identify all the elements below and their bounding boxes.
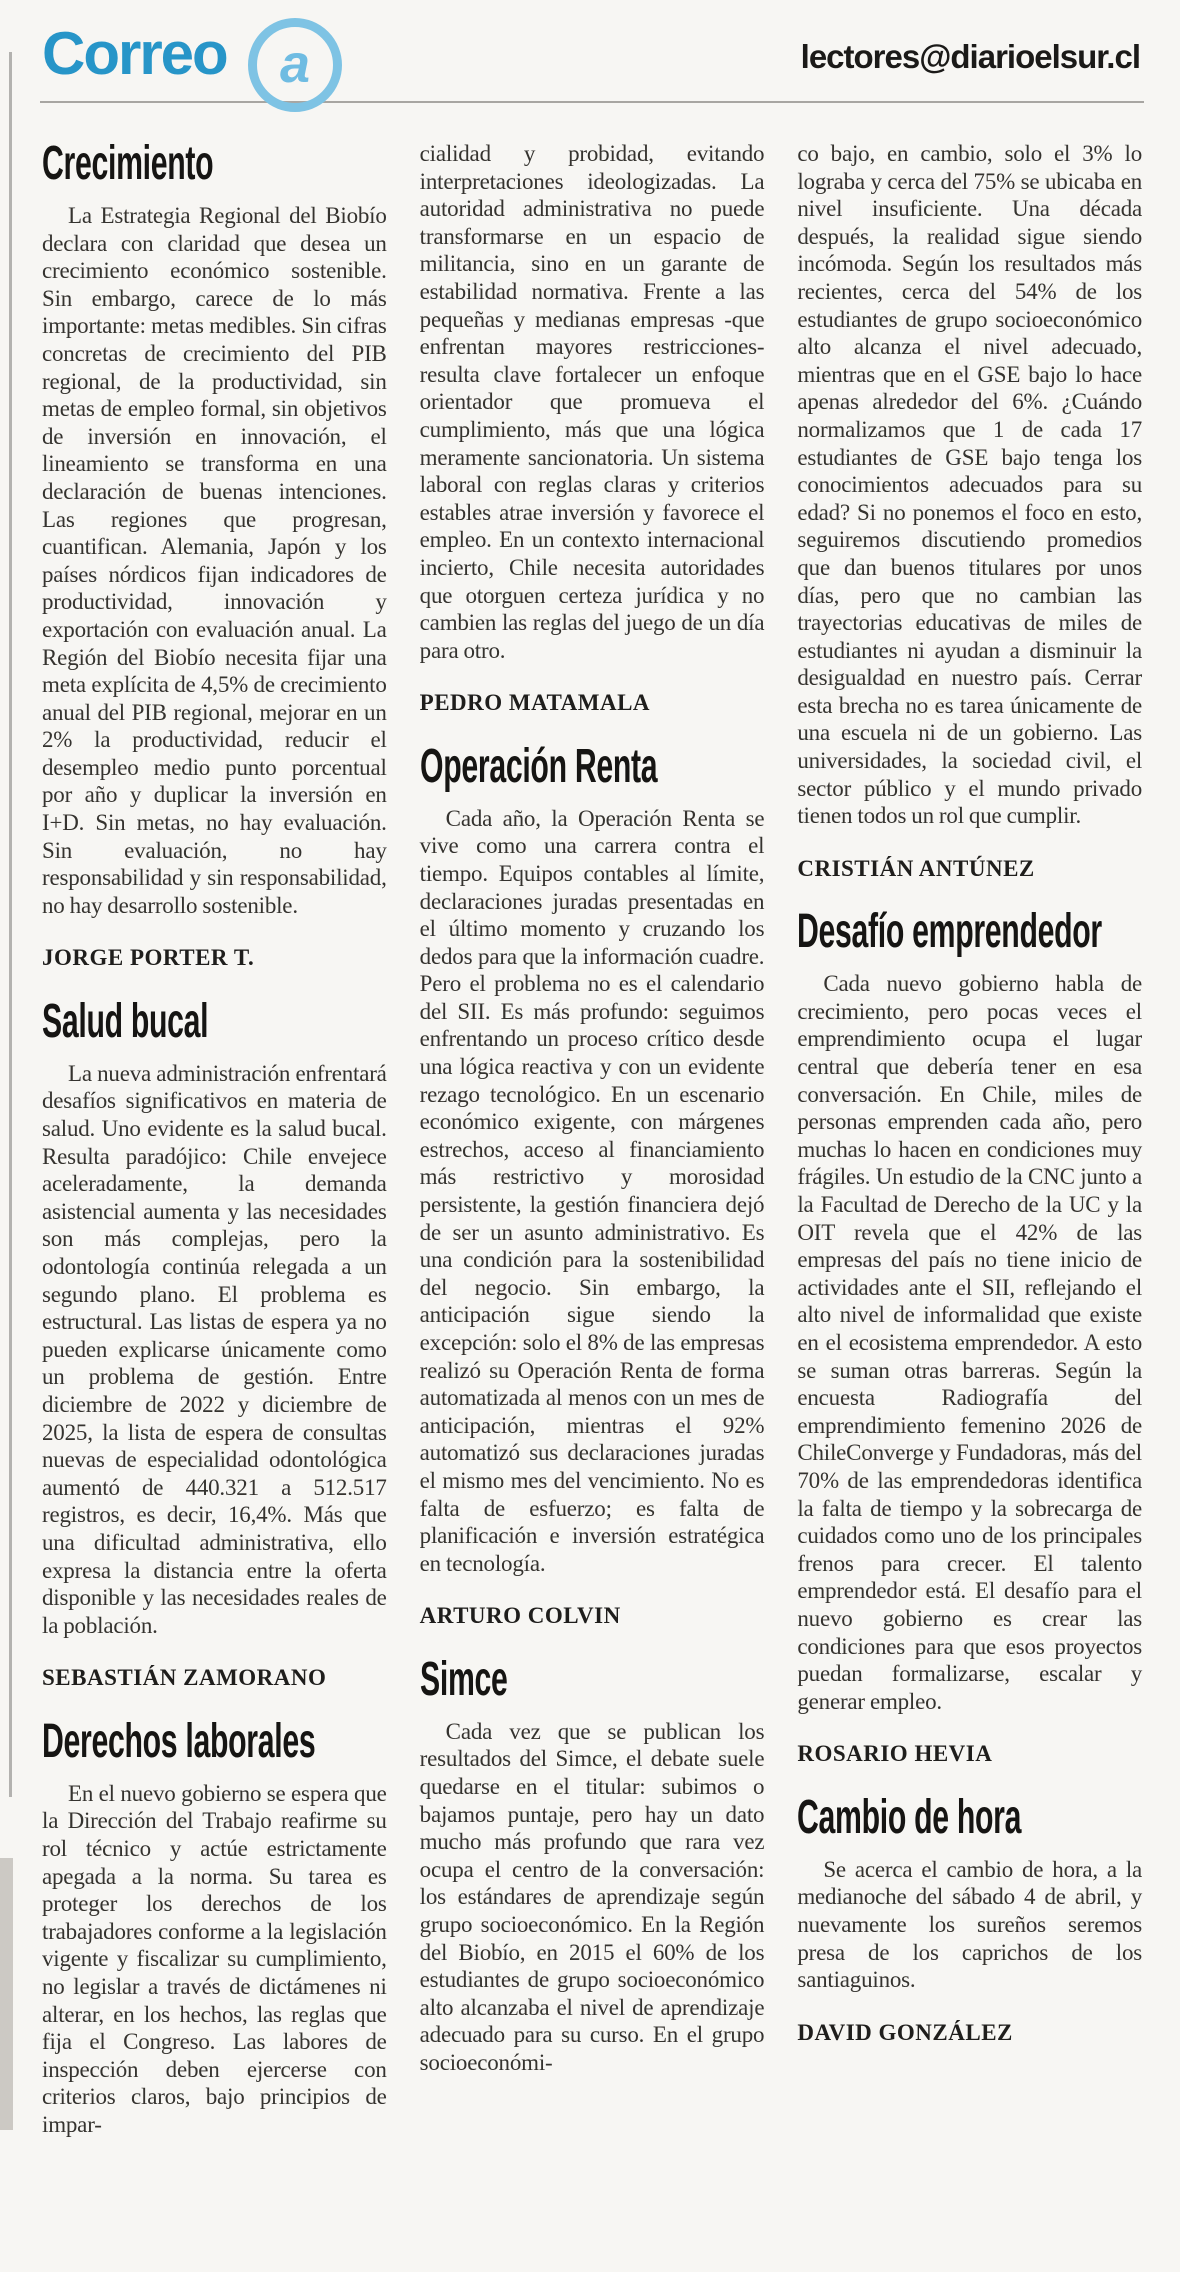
article-paragraph: Cada nuevo gobierno habla de crecimiento, pero pocas veces el emprendimiento ocupa el lugar central que debería tener en esa conversación. En Chile, miles de personas emprenden cada año, pero muchas lo hacen en condiciones muy frágiles. Un estudio de la CNC junto a la Facultad de Derecho de la UC y la OIT revela que el 42% de las empresas del país no tiene inicio de actividades ante el SII, reflejando el alto nivel de informalidad que existe en el ecosistema emprendedor. A esto se suman otras barreras. Según la encuesta Radiografía del emprendimiento femenino 2026 de ChileConverge y Fundadoras, más del 70% de las emprendedoras identifica la falta de tiempo y la sobrecarga de cuidados como uno de los principales frenos para crecer. El talento emprendedor está. El desafío para el nuevo gobierno es crear las condiciones para que esos proyectos puedan formalizarse, escalar y generar empleo. — [797, 971, 1143, 1714]
article-title — [797, 905, 1142, 960]
article-paragraph: La nueva administración enfrentará desafíos significativos en materia de salud. Uno evidente es la salud bucal. Resulta paradójico: Chile envejece aceleradamente, la demanda asistencial aumenta y las necesidades son más complejas, pero la odontología continúa relegada a un segundo plano. El problema es estructural. Las listas de espera ya no pueden explicarse únicamente como un problema de gestión. Entre diciembre de 2022 y diciembre de 2025, la lista de espera de consultas nuevas de especialidad odontológica aumentó de 440.321 a 512.517 registros, es decir, 16,4%. Más que una dificultad administrativa, ello expresa la distancia entre la oferta disponible y las necesidades reales de la población. — [42, 1060, 387, 1638]
article-paragraph-continued: cialidad y probidad, evitando interpretaciones ideologizadas. La autoridad administrativa no puede transformarse en un espacio de militancia, sino en un garante de estabilidad normativa. Frente a las pequeñas y medianas empresas -que enfrentan mayores restricciones- resulta clave fortalecer un enfoque orientador que promueva el cumplimiento, más que una lógica meramente sancionatoria. Un sistema laboral con reglas claras y criterios estables atrae inversión y favorece el empleo. En un contexto internacional incierto, Chile necesita autoridades que otorguen certeza jurídica y no cambien las reglas del juego de un día para otro. — [419, 141, 765, 663]
text-column — [797, 140, 1142, 2072]
article-title-text: Salud bucal — [42, 994, 209, 1048]
article-title-text: Desafío emprendedor — [797, 905, 1103, 959]
article-title — [42, 1714, 387, 1770]
section-brand: Correo — [42, 20, 227, 87]
page-edge-line — [9, 52, 12, 1797]
article-title — [42, 994, 387, 1050]
article-title-text: Simce — [419, 1652, 508, 1706]
article-title — [419, 739, 765, 795]
author-byline: CRISTIÁN ANTÚNEZ — [797, 855, 1035, 881]
article-paragraph: Cada vez que se publican los resultados del Simce, el debate suele quedarse en el titular: subimos o bajamos puntaje, pero hay un dato mucho más profundo que rara vez ocupa el centro de la conversación: los estándares de aprendizaje según grupo socioeconómico. En la Región del Biobío, en 2015 el 60% de los estudiantes de grupo socioeconómico alto alcanzaba el nivel de aprendizaje adecuado para su curso. En el grupo socioeconómi- — [419, 1718, 765, 2075]
author-byline: PEDRO MATAMALA — [419, 690, 651, 716]
article-title — [419, 1652, 765, 1708]
letters-columns — [0, 128, 1180, 2141]
author-byline: DAVID GONZÁLEZ — [797, 2019, 1013, 2045]
author-byline: ROSARIO HEVIA — [797, 1741, 993, 1767]
at-logo-icon — [248, 18, 342, 112]
article-title — [42, 137, 387, 192]
text-column — [420, 140, 765, 2079]
article-paragraph: En el nuevo gobierno se espera que la Dirección del Trabajo reafirme su rol técnico y actúe estrictamente apegada a la norma. Su tarea es proteger los derechos de los trabajadores conforme a la legislación vigente y fiscalizar su cumplimiento, no legislar a través de dictámenes ni alterar, en los hechos, las reglas que fija el Congreso. Las labores de inspección deben ejercerse con criterios claros, bajo principios de impar- — [42, 1780, 387, 2137]
section-header — [0, 0, 1180, 128]
article-paragraph: Se acerca el cambio de hora, a la medianoche del sábado 4 de abril, y nuevamente los sureños seremos presa de los caprichos de los santiaguinos. — [797, 1856, 1143, 1993]
article-paragraph: Cada año, la Operación Renta se vive como una carrera contra el tiempo. Equipos contables al límite, declaraciones juradas presentadas en el último momento y cruzando los dedos para que la información cuadre. Pero el problema no es el calendario del SII. Es más profundo: seguimos enfrentando un proceso crítico desde una lógica reactiva y con un evidente rezago tecnológico. En un escenario económico exigente, con márgenes estrechos, acceso al financiamiento más restrictivo y morosidad persistente, la gestión financiera dejó de ser un asunto administrativo. Es una condición para la sostenibilidad del negocio. Sin embargo, la anticipación sigue siendo la excepción: solo el 8% de las empresas realizó su Operación Renta de forma automatizada al menos con un mes de anticipación, mientras el 92% automatizó sus declaraciones juradas el mismo mes del vencimiento. No es falta de esfuerzo; es falta de planificación e inversión estratégica en tecnología. — [419, 805, 765, 1576]
article-paragraph: La Estrategia Regional del Biobío declara con claridad que desea un crecimiento económico sostenible. Sin embargo, carece de lo más importante: metas medibles. Sin cifras concretas de crecimiento del PIB regional, de la productividad, sin metas de empleo formal, sin objetivos de inversión en innovación, el lineamiento se transforma en una declaración de buenas intenciones. Las regiones que progresan, cuantifican. Alemania, Japón y los países nórdicos fijan indicadores de productividad, innovación y exportación con evaluación anual. La Región del Biobío necesita fijar una meta explícita de 4,5% de crecimiento anual del PIB regional, mejorar en un 2% la productividad, reducir el desempleo medio punto porcentual por año y duplicar la inversión en I+D. Sin metas, no hay evaluación. Sin evaluación, no hay responsabilidad y sin responsabilidad, no hay desarrollo sostenible. — [42, 203, 387, 918]
article-title — [797, 1790, 1142, 1846]
reader-email: lectores@diarioelsur.cl — [800, 38, 1140, 75]
text-column — [42, 137, 387, 2141]
author-byline: JORGE PORTER T. — [42, 945, 255, 971]
article-paragraph-continued: co bajo, en cambio, solo el 3% lo lograba y cerca del 75% se ubicaba en nivel insuficiente. Una década después, la realidad sigue siendo incómoda. Según los resultados más recientes, cerca del 54% de los estudiantes de grupo socioeconómico alto alcanza el nivel adecuado, mientras que en el GSE bajo lo hace apenas alrededor del 6%. ¿Cuándo normalizamos que 1 de cada 17 estudiantes de GSE bajo tenga los conocimientos adecuados para su edad? Si no ponemos el foco en esto, seguiremos discutiendo promedios que dan buenos titulares por unos días, pero que no cambian las trayectorias educativas de miles de estudiantes ni ayudan a disminuir la desigualdad en nuestro país. Cerrar esta brecha no es tarea únicamente de una escuela ni de un gobierno. Las universidades, la sociedad civil, el sector público y el mundo privado tienen todos un rol que cumplir. — [797, 141, 1143, 829]
article-title-text: Crecimiento — [42, 137, 214, 190]
author-byline: SEBASTIÁN ZAMORANO — [42, 1665, 327, 1691]
article-title-text: Cambio de hora — [797, 1790, 1022, 1844]
article-title-text: Derechos laborales — [42, 1714, 316, 1768]
author-byline: ARTURO COLVIN — [419, 1603, 621, 1629]
header-rule — [40, 101, 1144, 103]
article-title-text: Operación Renta — [419, 739, 657, 793]
page-edge-shadow — [0, 1858, 13, 2130]
at-logo-letter: a — [279, 34, 311, 94]
